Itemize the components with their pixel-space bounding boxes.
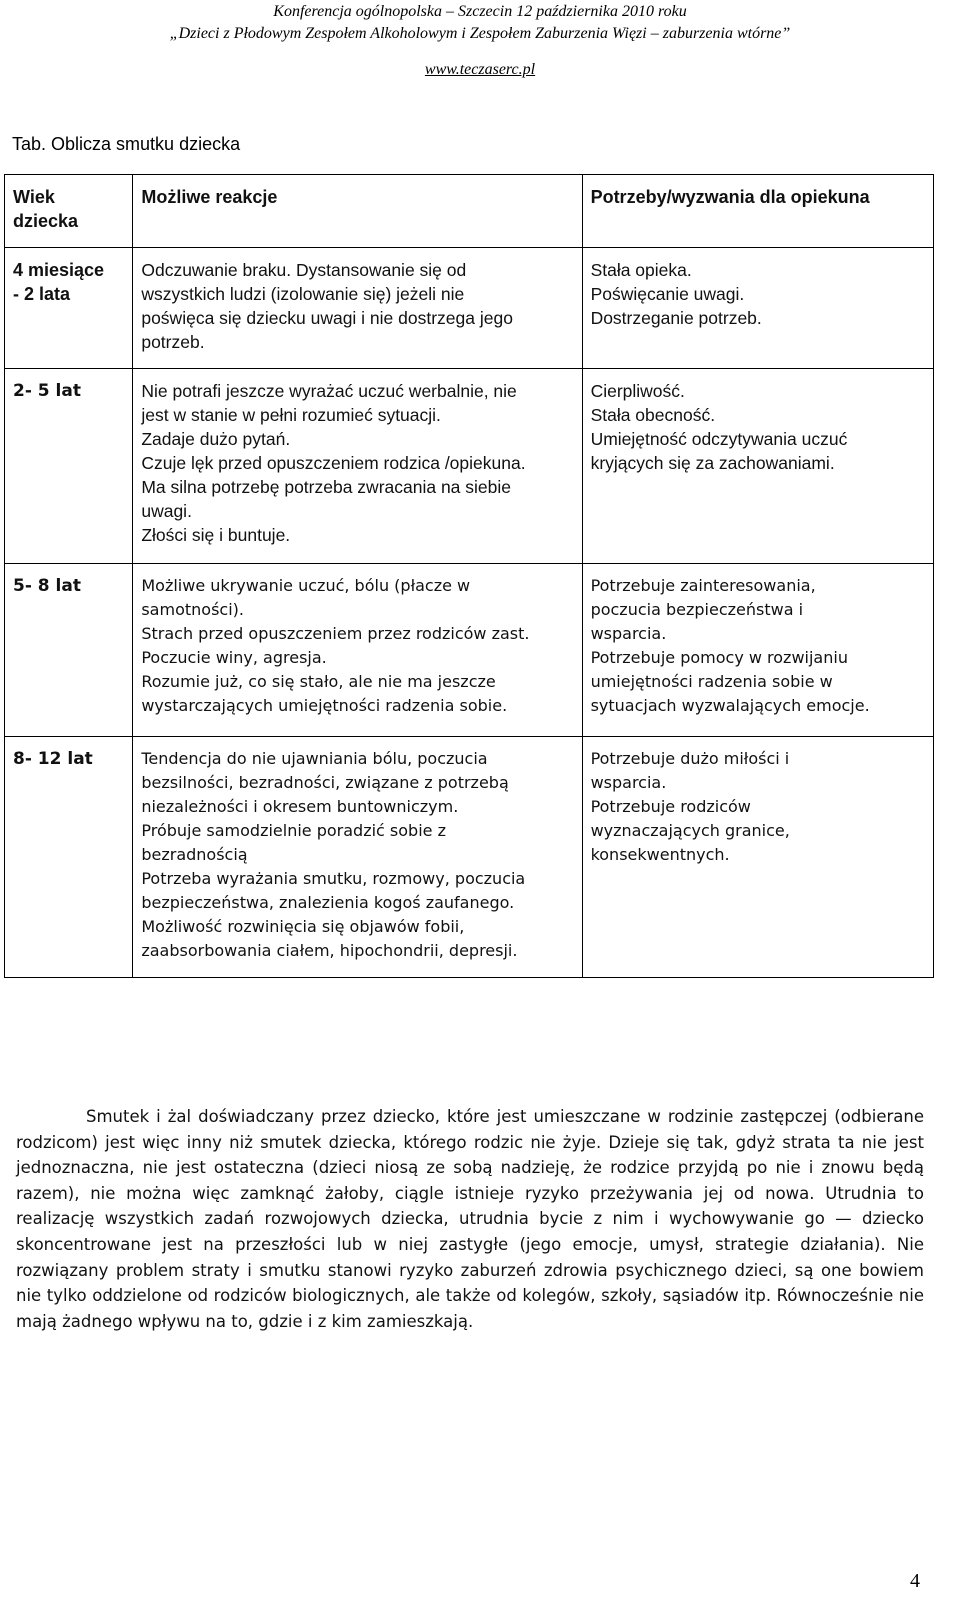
need-line: konsekwentnych. [590, 845, 730, 864]
need-line: Umiejętność odczytywania uczuć [590, 429, 848, 449]
reaction-line: Możliwość rozwinięcia się objawów fobii, [141, 917, 465, 936]
reaction-line: Możliwe ukrywanie uczuć, bólu (płacze w [141, 576, 471, 595]
page-number: 4 [910, 1570, 920, 1592]
reaction-line: zaabsorbowania ciałem, hipochondrii, depresji. [141, 941, 518, 960]
reaction-line: bezsilności, bezradności, związane z potrzebą [141, 773, 509, 792]
reaction-line: potrzeb. [141, 332, 205, 352]
reaction-line: uwagi. [141, 501, 192, 521]
reactions-cell [133, 564, 582, 737]
reaction-line: Nie potrafi jeszcze wyrażać uczuć werbalnie, nie [141, 381, 517, 401]
table-caption: Tab. Oblicza smutku dziecka [12, 134, 241, 154]
need-line: Potrzebuje pomocy w rozwijaniu [590, 648, 848, 667]
need-line: wyznaczających granice, [590, 821, 790, 840]
conference-subtitle: „Dzieci z Płodowym Zespołem Alkoholowym i Zespołem Zaburzenia Więzi – zaburzenia wtórne” [169, 25, 791, 42]
age-cell [5, 248, 133, 369]
table-header-row [5, 175, 934, 248]
header-reactions: Możliwe reakcje [133, 175, 582, 248]
conference-title: Konferencja ogólnopolska – Szczecin 12 października 2010 roku [273, 3, 687, 20]
reaction-line: samotności). [141, 600, 244, 619]
website-link[interactable]: www.teczaserc.pl [424, 61, 536, 78]
body-paragraph [16, 1104, 924, 1334]
reaction-line: poświęca się dziecku uwagi i nie dostrzega jego [141, 308, 513, 328]
reaction-line: Poczucie winy, agresja. [141, 648, 327, 667]
reaction-line: jest w stanie w pełni rozumieć sytuacji. [141, 405, 441, 425]
grief-table [4, 174, 934, 978]
need-line: Stała obecność. [590, 405, 716, 425]
reactions-cell [133, 369, 582, 564]
reaction-line: Zadaje dużo pytań. [141, 429, 291, 449]
needs-cell [582, 737, 933, 978]
need-line: Potrzebuje zainteresowania, [590, 576, 816, 595]
age-line: 2- 5 lat [13, 381, 81, 401]
reaction-line: niezależności i okresem buntowniczym. [141, 797, 459, 816]
age-cell [5, 369, 133, 564]
need-line: sytuacjach wyzwalających emocje. [590, 696, 870, 715]
reaction-line: bezpieczeństwa, znalezienia kogoś zaufanego. [141, 893, 515, 912]
age-line: - 2 lata [13, 284, 71, 304]
age-line: 5- 8 lat [13, 576, 81, 596]
reaction-line: Rozumie już, co się stało, ale nie ma jeszcze [141, 672, 496, 691]
need-line: wsparcia. [590, 773, 667, 792]
header-age: Wiek dziecka [5, 175, 133, 248]
reactions-cell [133, 737, 582, 978]
need-line: kryjących się za zachowaniami. [590, 453, 835, 473]
reaction-line: wszystkich ludzi (izolowanie się) jeżeli nie [141, 284, 465, 304]
reaction-line: Tendencja do nie ujawniania bólu, poczucia [141, 749, 488, 768]
reaction-line: wystarczających umiejętności radzenia sobie. [141, 696, 508, 715]
reaction-line: Strach przed opuszczeniem przez rodziców zast. [141, 624, 530, 643]
age-line: 8- 12 lat [13, 749, 93, 769]
need-line: Dostrzeganie potrzeb. [590, 308, 762, 328]
need-line: Poświęcanie uwagi. [590, 284, 745, 304]
reaction-line: Próbuje samodzielnie poradzić sobie z [141, 821, 446, 840]
table-row [5, 369, 934, 564]
page-header [0, 2, 960, 80]
reaction-line: Potrzeba wyrażania smutku, rozmowy, poczucia [141, 869, 526, 888]
age-cell [5, 737, 133, 978]
reaction-line: Złości się i buntuje. [141, 525, 291, 545]
need-line: wsparcia. [590, 624, 667, 643]
reaction-line: Ma silna potrzebę potrzeba zwracania na siebie [141, 477, 511, 497]
reaction-line: Odczuwanie braku. Dystansowanie się od [141, 260, 467, 280]
age-cell [5, 564, 133, 737]
reaction-line: bezradnością [141, 845, 248, 864]
need-line: Potrzebuje rodziców [590, 797, 751, 816]
needs-cell [582, 248, 933, 369]
paragraph-text: Smutek i żal doświadczany przez dziecko, które jest umieszczane w rodzinie zastępczej (odbierane rodzicom) jest więc inny niż smutek dziecka, którego rodzic nie żyje. Dzieje się tak, gdyż strata ta nie jest jednoznaczna, nie jest ostateczna (dzieci niosą ze sobą nadzieję, że rodzice przyjdą po nie i znowu będą razem), nie można więc zamknąć żałoby, ciągle istnieje ryzyko przeżywania jej od nowa. Utrudnia to realizację wszystkich zadań rozwojowych dziecka, utrudnia bycie z nim i wychowywanie go — dziecko skoncentrowane jest na przeszłości lub w niej zastygłe (jego emocje, umysł, strategie działania). Nie rozwiązany problem straty i smutku stanowi ryzyko zaburzeń zdrowia psychicznego dzieci, są one bowiem nie tylko oddzielone od rodziców biologicznych, ale także od kolegów, szkoły, sąsiadów itp. Równocześnie nie mają żadnego wpływu na to, gdzie i z kim zamieszkają. [16, 1107, 924, 1331]
table-row [5, 248, 934, 369]
need-line: umiejętności radzenia sobie w [590, 672, 833, 691]
reaction-line: Czuje lęk przed opuszczeniem rodzica /opiekuna. [141, 453, 526, 473]
table-row [5, 564, 934, 737]
need-line: Cierpliwość. [590, 381, 685, 401]
needs-cell [582, 369, 933, 564]
header-needs: Potrzeby/wyzwania dla opiekuna [582, 175, 933, 248]
reactions-cell [133, 248, 582, 369]
need-line: poczucia bezpieczeństwa i [590, 600, 804, 619]
table-row [5, 737, 934, 978]
need-line: Potrzebuje dużo miłości i [590, 749, 790, 768]
age-line: 4 miesiące [13, 260, 105, 280]
needs-cell [582, 564, 933, 737]
need-line: Stała opieka. [590, 260, 692, 280]
